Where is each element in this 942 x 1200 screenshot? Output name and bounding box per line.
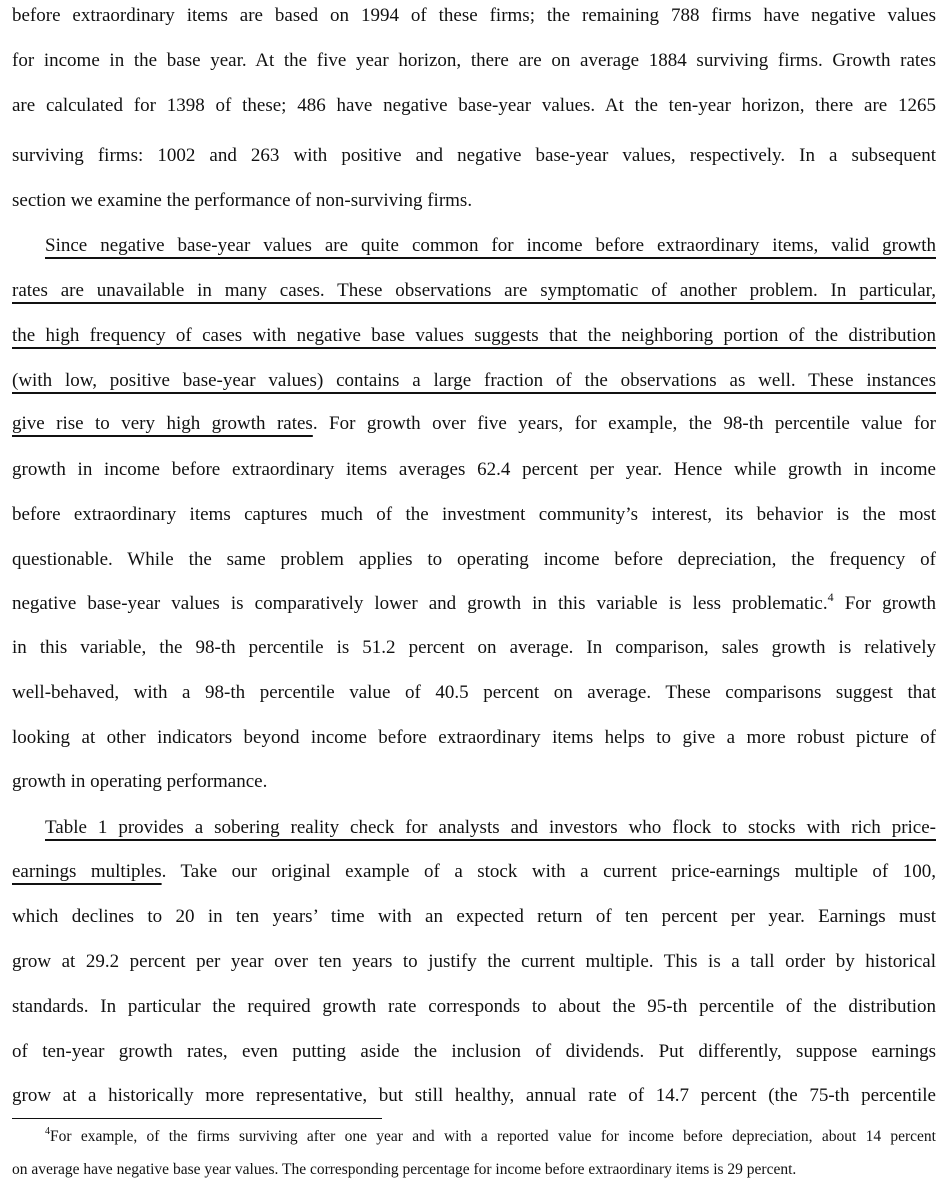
text-line: standards. In particular the required growth rate corresponds to about the 95-th percentile of the distribution — [12, 996, 936, 1017]
text-line: section we examine the performance of non-surviving firms. — [12, 190, 473, 211]
text-span: For growth — [833, 593, 936, 614]
text-span: . Take our original example of a stock with a current price-earnings multiple of 100, — [161, 861, 937, 882]
text-line — [12, 861, 936, 883]
text-line: before extraordinary items captures much of the investment community’s interest, its behavior is the most — [12, 504, 936, 525]
text-line: in this variable, the 98-th percentile is 51.2 percent on average. In comparison, sales growth is relatively — [12, 637, 936, 658]
text-line: grow at 29.2 percent per year over ten years to justify the current multiple. This is a tall order by historical — [12, 951, 936, 972]
text-line — [12, 590, 936, 615]
underlined-text-line: rates are unavailable in many cases. These observations are symptomatic of another problem. In particular, — [12, 280, 936, 301]
text-line: growth in income before extraordinary items averages 62.4 percent per year. Hence while growth in income — [12, 459, 936, 480]
text-line: well-behaved, with a 98-th percentile value of 40.5 percent on average. These comparisons suggest that — [12, 682, 936, 703]
footnote-number: 4 — [45, 1126, 50, 1137]
text-line: which declines to 20 in ten years’ time with an expected return of ten percent per year. Earnings must — [12, 906, 936, 927]
underlined-text-line: Since negative base-year values are quite common for income before extraordinary items, valid growth — [45, 235, 936, 256]
text-line: of ten-year growth rates, even putting aside the inclusion of dividends. Put differently, suppose earnings — [12, 1041, 936, 1062]
underlined-phrase: give rise to very high growth rates — [12, 413, 313, 434]
underlined-text-line: the high frequency of cases with negative base values suggests that the neighboring portion of the distribution — [12, 325, 936, 346]
text-line — [12, 413, 936, 435]
text-line: before extraordinary items are based on 1994 of these firms; the remaining 788 firms have negative values — [12, 5, 936, 26]
text-line: questionable. While the same problem applies to operating income before depreciation, the frequency of — [12, 549, 936, 570]
footnote-line — [45, 1127, 936, 1147]
underlined-text-line: Table 1 provides a sobering reality check for analysts and investors who flock to stocks with rich price- — [45, 817, 936, 838]
underlined-text-line: (with low, positive base-year values) contains a large fraction of the observations as well. These instances — [12, 370, 936, 391]
text-span: negative base-year values is comparatively lower and growth in this variable is less problematic. — [12, 593, 828, 614]
footnote-line: on average have negative base year values. The corresponding percentage for income before extraordinary items is 29 percent. — [12, 1161, 797, 1178]
text-span: For example, of the firms surviving after one year and with a reported value for income before depreciation, about 14 percent — [50, 1128, 936, 1145]
text-line: surviving firms: 1002 and 263 with positive and negative base-year values, respectively. In a subsequent — [12, 145, 936, 166]
text-line: grow at a historically more representative, but still healthy, annual rate of 14.7 percent (the 75-th percentile — [12, 1085, 936, 1106]
text-line: looking at other indicators beyond income before extraordinary items helps to give a more robust picture of — [12, 727, 936, 748]
text-line: for income in the base year. At the five year horizon, there are on average 1884 surviving firms. Growth rates — [12, 50, 936, 71]
text-line: growth in operating performance. — [12, 771, 268, 792]
footnote-rule — [12, 1118, 382, 1119]
text-line: are calculated for 1398 of these; 486 have negative base-year values. At the ten-year horizon, there are 1265 — [12, 95, 936, 116]
text-span: . For growth over five years, for example, the 98-th percentile value for — [312, 413, 936, 434]
underlined-phrase: earnings multiples — [12, 861, 162, 882]
footnote-marker: 4 — [827, 590, 834, 604]
